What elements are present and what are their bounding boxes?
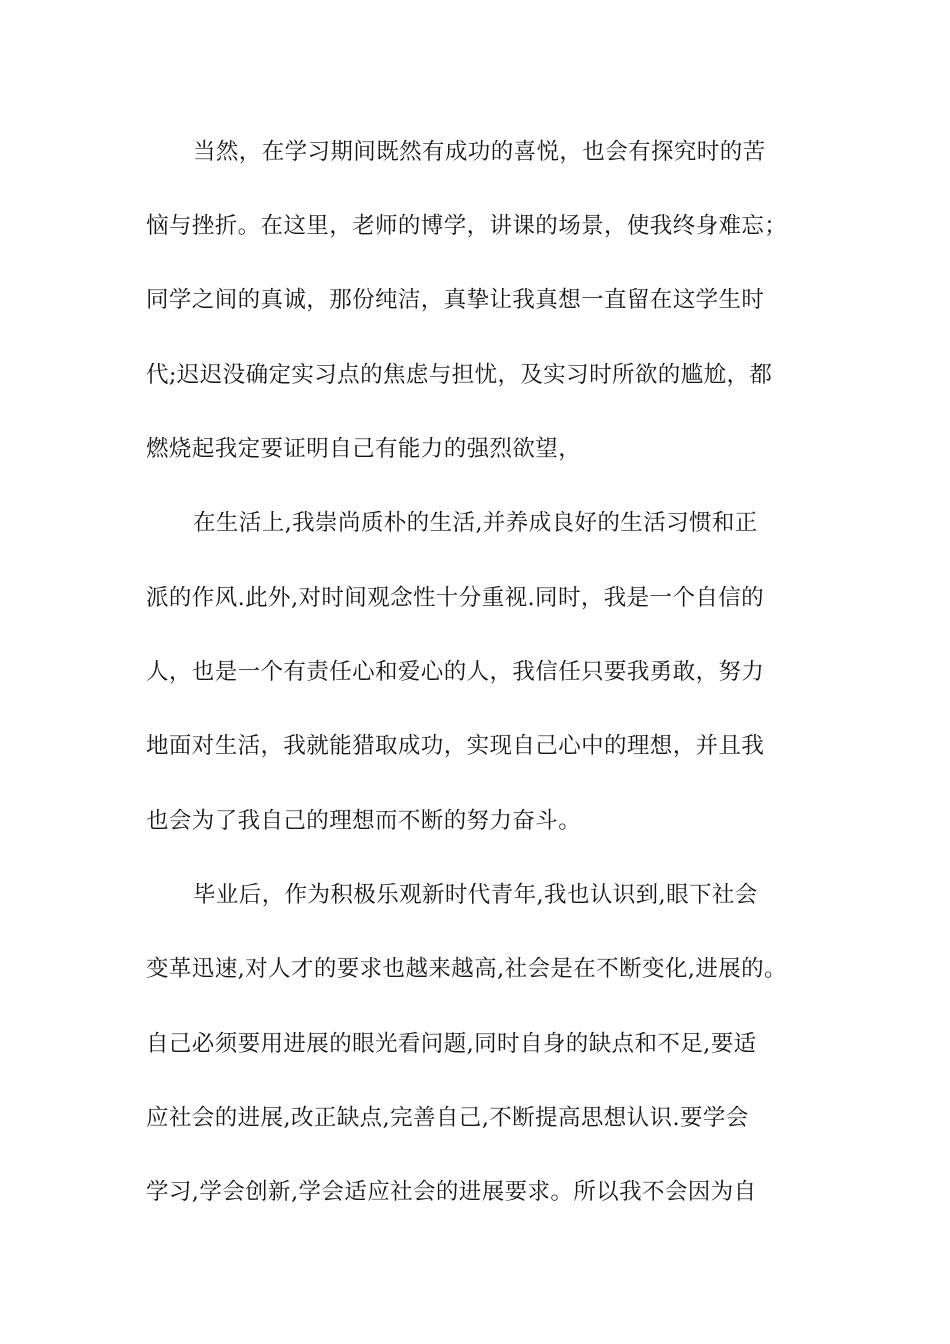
paragraph-3-line-1: 毕业后，作为积极乐观新时代青年,我也认识到,眼下社会 xyxy=(193,882,758,908)
paragraph-2-line-1: 在生活上,我崇尚质朴的生活,并养成良好的生活习惯和正 xyxy=(193,510,758,536)
paragraph-1-line-2: 恼与挫折。在这里，老师的博学，讲课的场景，使我终身难忘； xyxy=(146,213,788,239)
paragraph-2-line-4: 地面对生活，我就能猎取成功，实现自己心中的理想，并且我 xyxy=(146,733,765,759)
paragraph-1-line-1: 当然，在学习期间既然有成功的喜悦，也会有探究时的苦 xyxy=(193,139,766,165)
paragraph-1-line-4: 代;迟迟没确定实习点的焦虑与担忧，及实习时所欲的尴尬，都 xyxy=(146,362,773,388)
paragraph-1-line-5: 燃烧起我定要证明自己有能力的强烈欲望， xyxy=(146,436,582,462)
paragraph-1-line-3: 同学之间的真诚，那份纯洁，真挚让我真想一直留在这学生时 xyxy=(146,287,765,313)
paragraph-3-line-5: 学习,学会创新,学会适应社会的进展要求。所以我不会因为自 xyxy=(146,1179,757,1205)
paragraph-3-line-3: 自己必须要用进展的眼光看问题,同时自身的缺点和不足,要适 xyxy=(146,1031,757,1057)
paragraph-2-line-2: 派的作风.此外,对时间观念性十分重视.同时，我是一个自信的 xyxy=(146,585,765,611)
paragraph-2-line-5: 也会为了我自己的理想而不断的努力奋斗。 xyxy=(146,808,582,834)
paragraph-3-line-4: 应社会的进展,改正缺点,完善自己,不断提高思想认识.要学会 xyxy=(146,1105,749,1131)
paragraph-2-line-3: 人，也是一个有责任心和爱心的人，我信任只要我勇敢，努力 xyxy=(146,659,765,685)
paragraph-3-line-2: 变革迅速,对人才的要求也越来越高,社会是在不断变化,进展的。 xyxy=(146,956,787,982)
